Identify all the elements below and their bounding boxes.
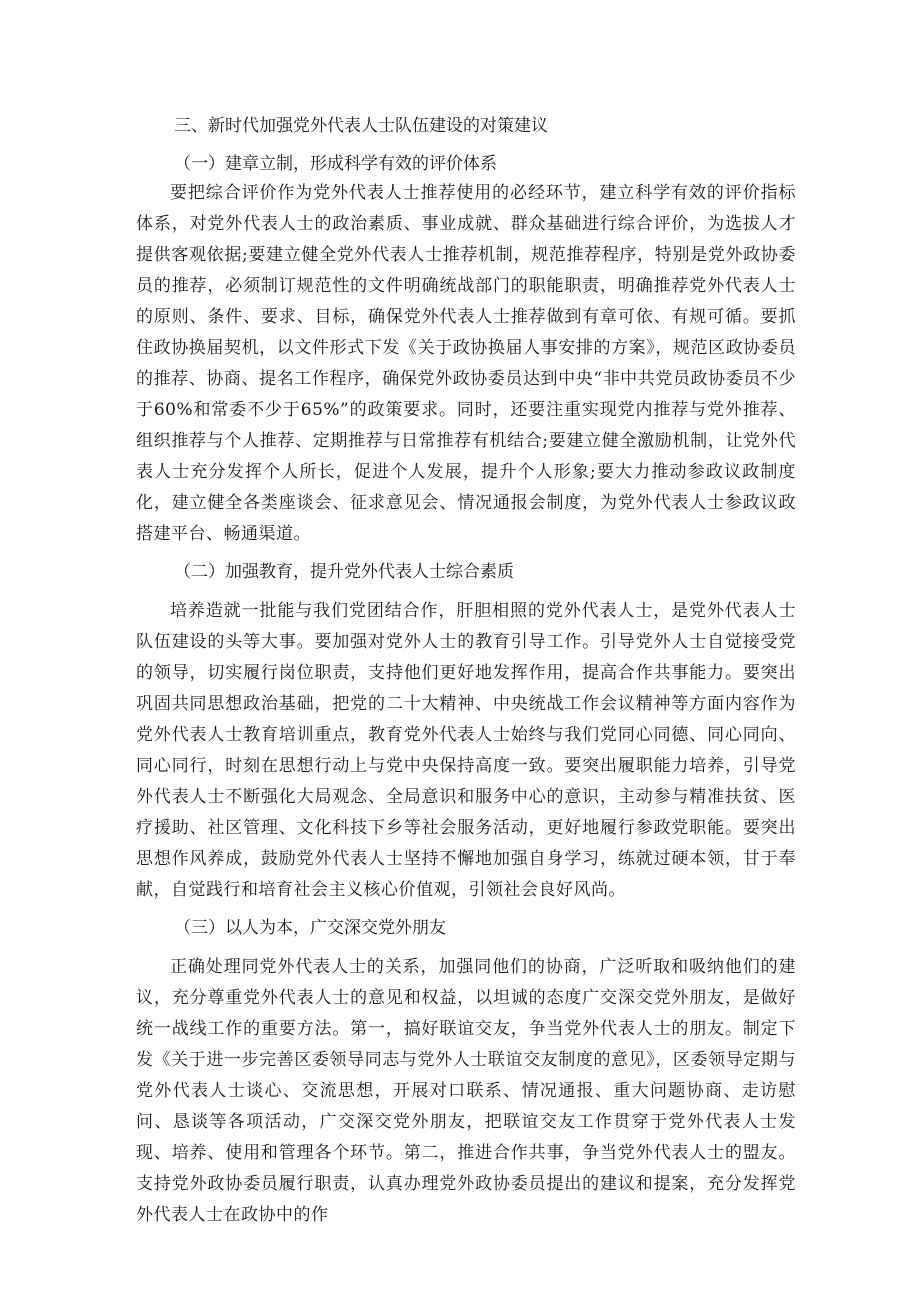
subsection-3-paragraph: 正确处理同党外代表人士的关系，加强同他们的协商，广泛听取和吸纳他们的建议，充分尊重党外代表人士的意见和权益，以坦诚的态度广交深交党外朋友，是做好统一战线工作的重要方法。第一，搞好联谊交友，争当党外代表人士的朋友。制定下发《关于进一步完善区委领导同志与党外人士联谊交友制度的意见》，区委领导定期与党外代表人士谈心、交流思想，开展对口联系、情况通报、重大问题协商、走访慰问、恳谈等各项活动，广交深交党外朋友，把联谊交友工作贯穿于党外代表人士发现、培养、使用和管理各个环节。第二，推进合作共事，争当党外代表人士的盟友。支持党外政协委员履行职责，认真办理党外政协委员提出的建议和提案，充分发挥党外代表人士在政协中的作 — [136, 957, 796, 1225]
section-title: 三、新时代加强党外代表人士队伍建设的对策建议 — [174, 116, 548, 136]
subsection-2-heading: （二）加强教育，提升党外代表人士综合素质 — [174, 562, 514, 582]
document-page — [136, 112, 796, 1231]
subsection-1-paragraph: 要把综合评价作为党外代表人士推荐使用的必经环节，建立科学有效的评价指标体系，对党外代表人士的政治素质、事业成就、群众基础进行综合评价，为选拔人才提供客观依据;要建立健全党外代表人士推荐机制，规范推荐程序，特别是党外政协委员的推荐，必须制订规范性的文件明确统战部门的职能职责，明确推荐党外代表人士的原则、条件、要求、目标，确保党外代表人士推荐做到有章可依、有规可循。要抓住政协换届契机，以文件形式下发《关于政协换届人事安排的方案》，规范区政协委员的推荐、协商、提名工作程序，确保党外政协委员达到中央“非中共党员政协委员不少于60%和常委不少于65%”的政策要求。同时，还要注重实现党内推荐与党外推荐、组织推荐与个人推荐、定期推荐与日常推荐有机结合;要建立健全激励机制，让党外代表人士充分发挥个人所长，促进个人发展，提升个人形象;要大力推动参政议政制度化，建立健全各类座谈会、征求意见会、情况通报会制度，为党外代表人士参政议政搭建平台、畅通渠道。 — [136, 183, 796, 544]
subsection-3-heading: （三）以人为本，广交深交党外朋友 — [174, 918, 446, 938]
subsection-2-paragraph: 培养造就一批能与我们党团结合作，肝胆相照的党外代表人士，是党外代表人士队伍建设的头等大事。要加强对党外人士的教育引导工作。引导党外人士自觉接受党的领导，切实履行岗位职责，支持他们更好地发挥作用，提高合作共事能力。要突出巩固共同思想政治基础，把党的二十大精神、中央统战工作会议精神等方面内容作为党外代表人士教育培训重点，教育党外代表人士始终与我们党同心同德、同心同向、同心同行，时刻在思想行动上与党中央保持高度一致。要突出履职能力培养，引导党外代表人士不断强化大局观念、全局意识和服务中心的意识，主动参与精准扶贫、医疗援助、社区管理、文化科技下乡等社会服务活动，更好地履行参政党职能。要突出思想作风养成，鼓励党外代表人士坚持不懈地加强自身学习，练就过硬本领，甘于奉献，自觉践行和培育社会主义核心价值观，引领社会良好风尚。 — [136, 601, 796, 900]
subsection-1-heading: （一）建章立制，形成科学有效的评价体系 — [174, 154, 497, 174]
